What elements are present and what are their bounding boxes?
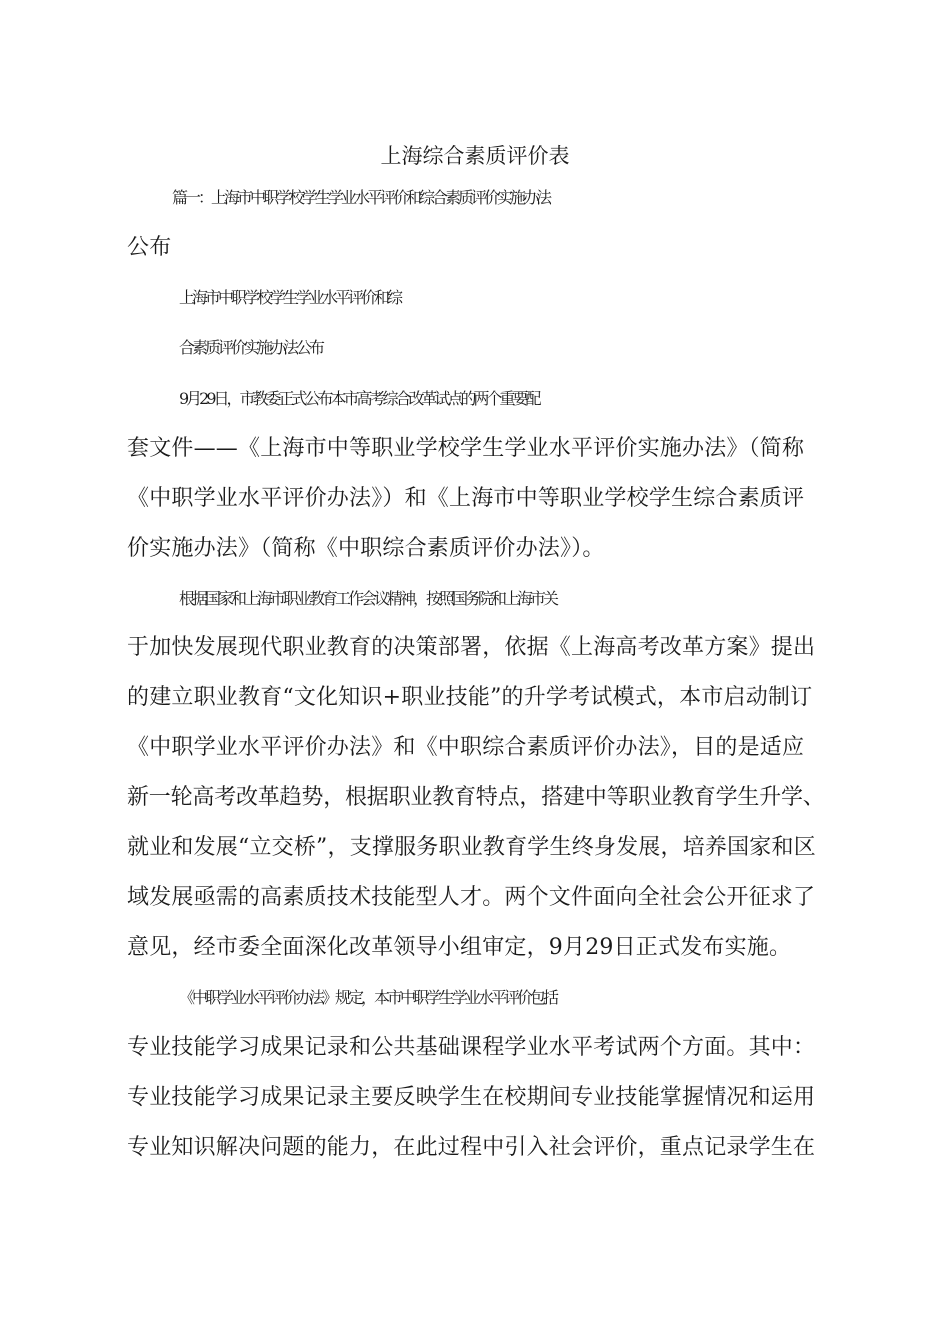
paragraph-3-line-3: 专业技能学习成果记录主要反映学生在校期间专业技能掌握情况和运用 [127, 1085, 816, 1110]
paragraph-2-line-5: 新一轮高考改革趋势，根据职业教育特点，搭建中等职业教育学生升学、 [127, 785, 825, 810]
heading-line-1: 篇一：上海市中职学校学生学业水平评价和综合素质评价实施办法 [172, 188, 550, 207]
document-title: 上海综合素质评价表 [380, 144, 570, 168]
paragraph-2-line-1: 根据国家和上海市职业教育工作会议精神，按照国务院和上海市关 [179, 589, 557, 608]
paragraph-3-line-4: 专业知识解决问题的能力，在此过程中引入社会评价，重点记录学生在 [127, 1135, 816, 1160]
subtitle-line-2: 合素质评价实施办法公布 [179, 338, 323, 357]
paragraph-2-line-8: 意见，经市委全面深化改革领导小组审定，9月29日正式发布实施。 [127, 935, 792, 960]
paragraph-2-line-6: 就业和发展“立交桥”，支撑服务职业教育学生终身发展，培养国家和区 [127, 835, 816, 860]
paragraph-3-line-2: 专业技能学习成果记录和公共基础课程学业水平考试两个方面。其中： [127, 1035, 816, 1060]
subtitle-line-1: 上海市中职学校学生学业水平评价和综 [179, 288, 401, 307]
paragraph-1-line-1: 9月29日，市教委正式公布本市高考综合改革试点的两个重要配 [179, 389, 539, 408]
paragraph-2-line-2: 于加快发展现代职业教育的决策部署，依据《上海高考改革方案》提出 [127, 635, 816, 660]
paragraph-2-line-3: 的建立职业教育“文化知识+职业技能”的升学考试模式，本市启动制订 [127, 685, 813, 710]
paragraph-3-line-1: 《中职学业水平评价办法》规定，本市中职学生学业水平评价包括 [179, 988, 557, 1007]
heading-line-2: 公布 [127, 235, 172, 260]
paragraph-1-line-3: 《中职学业水平评价办法》）和《上海市中等职业学校学生综合素质评 [127, 486, 805, 511]
paragraph-2-line-7: 域发展亟需的高素质技术技能型人才。两个文件面向全社会公开征求了 [127, 885, 816, 910]
paragraph-1-line-2: 套文件——《上海市中等职业学校学生学业水平评价实施办法》（简称 [127, 436, 805, 461]
paragraph-1-line-4: 价实施办法》（简称《中职综合素质评价办法》）。 [127, 536, 605, 561]
paragraph-2-line-4: 《中职学业水平评价办法》和《中职综合素质评价办法》，目的是适应 [127, 735, 805, 760]
